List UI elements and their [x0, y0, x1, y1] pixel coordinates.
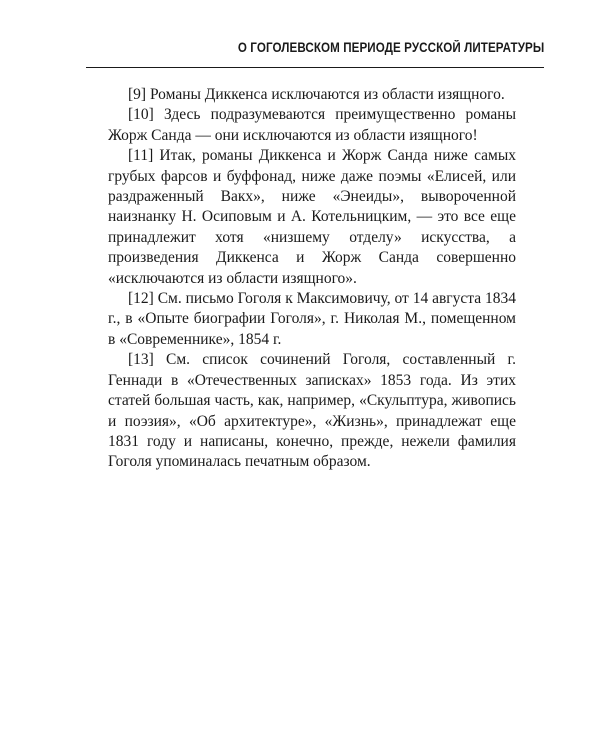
footnote-12: [12] См. письмо Гоголя к Максимовичу, от 14 августа 1834 г., в «Опыте биографии Гоголя», г. Николая М., помещенном в «Современнике», 1854 г.: [108, 290, 516, 348]
footnote-11: [11] Итак, романы Диккенса и Жорж Санда ниже самых грубых фарсов и буффонад, ниже даже поэмы «Елисей, или раздраженный Вакх», ниже «Энеиды», вывороченной наизнанку Н. Осиповым и А. Котельницким, — это все еще принадлежит хотя «низшему отделу» искусства, а произведения Диккенса и Жорж Санда совершенно «исключаются из области изящного».: [108, 147, 516, 287]
header-rule: [86, 67, 544, 68]
footnote-9: [9] Романы Диккенса исключаются из области изящного.: [128, 86, 505, 103]
footnote-13: [13] См. список сочинений Гоголя, составленный г. Геннади в «Отечественных записках» 1853 года. Из этих статей большая часть, как, например, «Скульптура, живопись и поэзия», «Об архитектуре», «Жизнь», принадлежат еще 1831 году и написаны, конечно, прежде, нежели фамилия Гоголя упоминалась печатным образом.: [108, 351, 516, 471]
footnote-10: [10] Здесь подразумеваются преимущественно романы Жорж Санда — они исключаются из области изящного!: [108, 106, 516, 144]
footnotes-list: [108, 85, 516, 473]
running-header: О ГОГОЛЕВСКОМ ПЕРИОДЕ РУССКОЙ ЛИТЕРАТУРЫ: [237, 40, 544, 55]
